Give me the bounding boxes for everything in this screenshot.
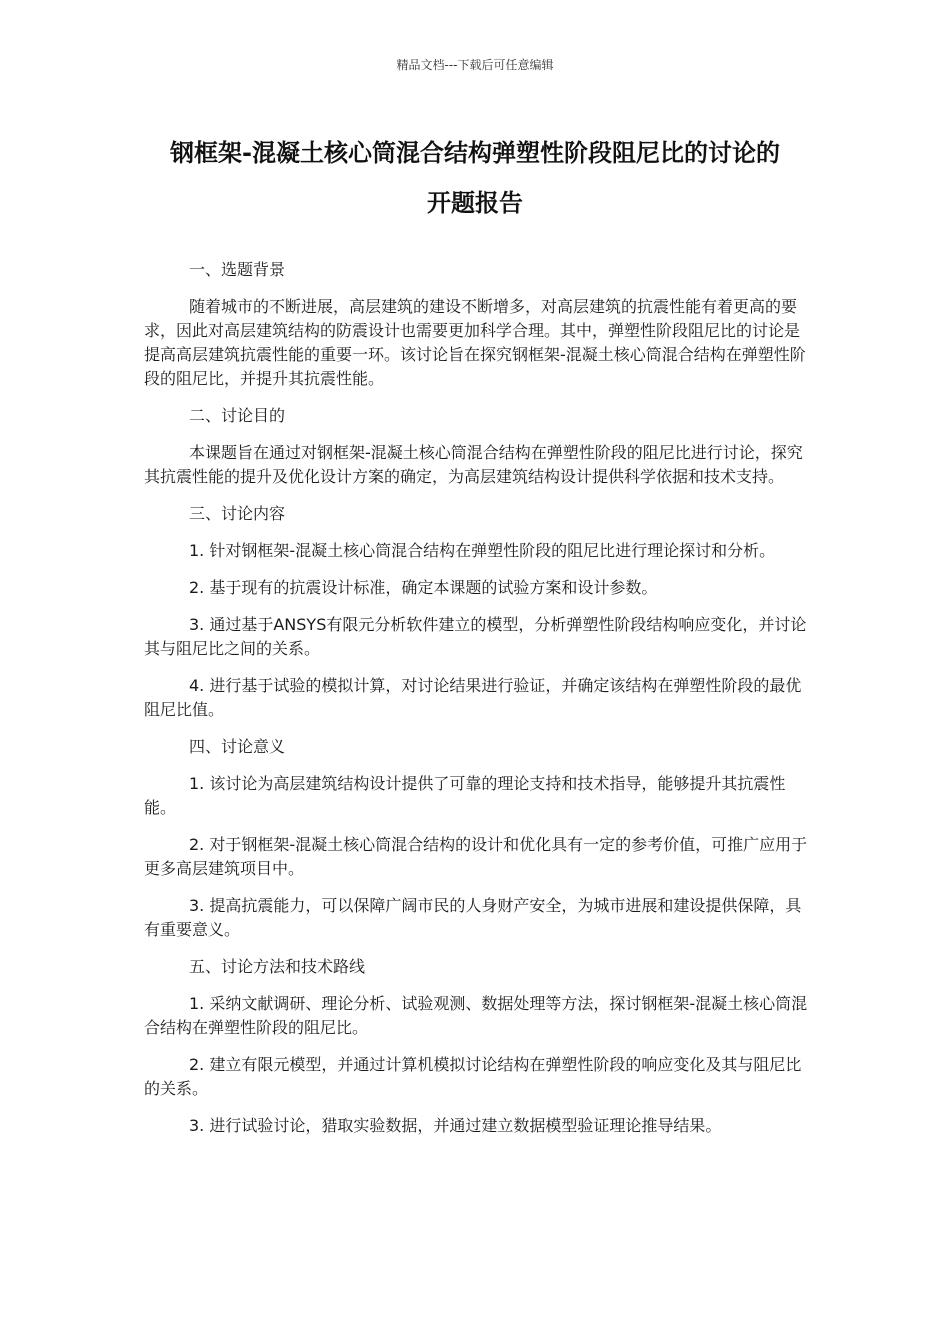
list-item: 2. 基于现有的抗震设计标准，确定本课题的试验方案和设计参数。	[189, 578, 658, 597]
list-item: 4. 进行基于试验的模拟计算，对讨论结果进行验证，并确定该结构在弹塑性阶段的最优阻尼比值。	[144, 676, 802, 719]
section-heading: 四、讨论意义	[189, 737, 286, 756]
list-item: 1. 该讨论为高层建筑结构设计提供了可靠的理论支持和技术指导，能够提升其抗震性能。	[144, 774, 786, 817]
header-note: 精品文档---下载后可任意编辑	[396, 58, 554, 72]
section-heading: 一、选题背景	[189, 260, 286, 279]
title-line-2: 开题报告	[427, 189, 523, 217]
paragraph: 本课题旨在通过对钢框架-混凝土核心筒混合结构在弹塑性阶段的阻尼比进行讨论，探究其抗震性能的提升及优化设计方案的确定，为高层建筑结构设计提供科学依据和技术支持。	[144, 443, 803, 486]
list-item: 1. 针对钢框架-混凝土核心筒混合结构在弹塑性阶段的阻尼比进行理论探讨和分析。	[189, 541, 776, 560]
list-item: 3. 通过基于ANSYS有限元分析软件建立的模型，分析弹塑性阶段结构响应变化，并讨论其与阻尼比之间的关系。	[144, 615, 807, 658]
section-heading: 三、讨论内容	[189, 504, 286, 523]
title-line-1: 钢框架-混凝土核心筒混合结构弹塑性阶段阻尼比的讨论的	[170, 139, 780, 167]
section-heading: 二、讨论目的	[189, 406, 286, 425]
document-title	[100, 128, 850, 228]
list-item: 3. 进行试验讨论，猎取实验数据，并通过建立数据模型验证理论推导结果。	[189, 1116, 722, 1135]
section-heading: 五、讨论方法和技术路线	[189, 957, 366, 976]
list-item: 1. 采纳文献调研、理论分析、试验观测、数据处理等方法，探讨钢框架-混凝土核心筒混合结构在弹塑性阶段的阻尼比。	[144, 994, 808, 1037]
paragraph: 随着城市的不断进展，高层建筑的建设不断增多，对高层建筑的抗震性能有着更高的要求，因此对高层建筑结构的防震设计也需要更加科学合理。其中，弹塑性阶段阻尼比的讨论是提高高层建筑抗震性能的重要一环。该讨论旨在探究钢框架-混凝土核心筒混合结构在弹塑性阶段的阻尼比，并提升其抗震性能。	[144, 297, 806, 388]
list-item: 3. 提高抗震能力，可以保障广阔市民的人身财产安全，为城市进展和建设提供保障，具有重要意义。	[144, 896, 802, 939]
list-item: 2. 对于钢框架-混凝土核心筒混合结构的设计和优化具有一定的参考价值，可推广应用于更多高层建筑项目中。	[144, 835, 808, 878]
list-item: 2. 建立有限元模型，并通过计算机模拟讨论结构在弹塑性阶段的响应变化及其与阻尼比的关系。	[144, 1055, 802, 1098]
document-body	[144, 258, 812, 1151]
